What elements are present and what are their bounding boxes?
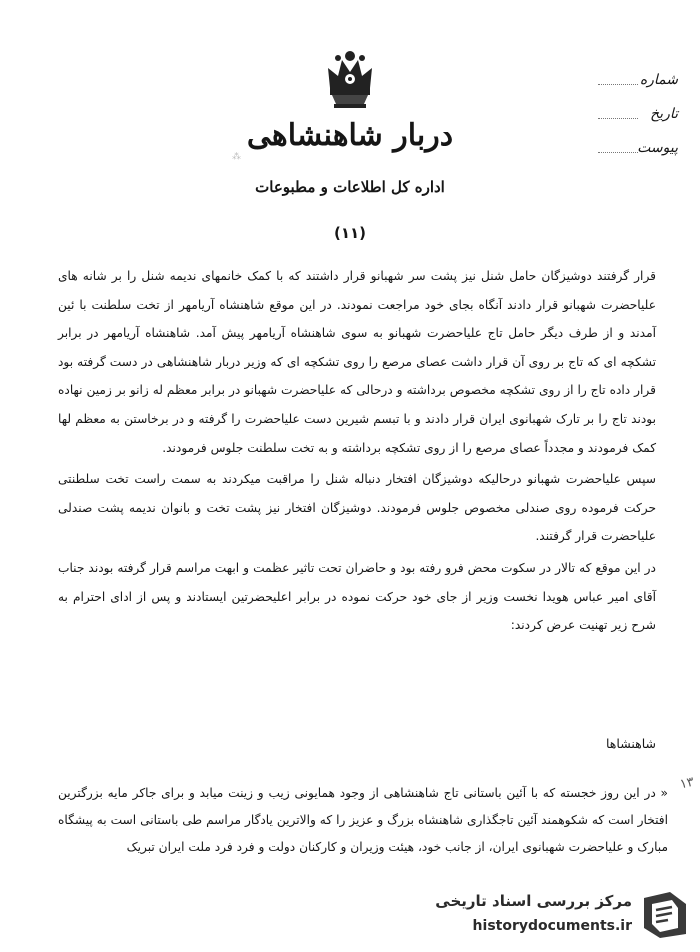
watermark bbox=[400, 888, 692, 944]
faint-stamp-mark: ⁂ bbox=[232, 152, 241, 162]
paragraph-3: در این موقع که تالار در سکوت محض فرو رفته بود و حاضران تحت تاثیر عظمت و ابهت مراسم قرار گرفته بودند جناب آقای امیر عباس هویدا نخست وزیر از جای خود حرکت نموده در برابر اعلیحضرتین ایستادند و پس از ادای احترام به شرح زیر تهنیت عرض کردند: bbox=[58, 560, 656, 633]
paragraph-1: قرار گرفتند دوشیزگان حامل شنل نیز پشت سر شهبانو قرار داشتند که با کمک خانمهای ندیمه شنل را بر شانه های علیاحضرت شهبانو قرار دادند آنگاه بجای خود مراجعت نمودند. در این موقع شاهنشاه آریامهر از تخت سلطنت با ئین آمدند و از طرف دیگر حامل تاج علیاحضرت شهبانو به سوی شاهنشاه آریامهر پیش آمد. شاهنشاه آریامهر در برابر تشکچه ای که تاج بر روی آن قرار داشت عصای مرصع را روی تشکچه ای که وزیر دربار شاهنشاهی در دست گرفته بود قرار داده تاج را از روی تشکچه مخصوص برداشته و درحالی که علیاحضرت شهبانو در برابر معظم له زانو بر زمین نهاده بودند تاج را بر تارک شهبانوی ایران قرار دادند و با تبسم شیرین دست علیاحضرت را گرفته و در برخاستن به معظم لها کمک فرمودند و مجدداً عصای مرصع را از روی تشکچه برداشته و به تخت سلطنت جلوس فرمودند. bbox=[58, 269, 656, 455]
watermark-title: مرکز بررسی اسناد تاریخی bbox=[435, 892, 632, 910]
date-line bbox=[598, 118, 638, 119]
attachment-line bbox=[598, 152, 638, 153]
number-label: شماره bbox=[639, 72, 678, 88]
page-number: (۱۱) bbox=[333, 224, 367, 242]
date-label: تاریخ bbox=[650, 106, 678, 122]
form-labels bbox=[614, 72, 678, 174]
form-row-attachment bbox=[614, 140, 678, 174]
attachment-label: پیوست bbox=[637, 140, 678, 156]
crown-emblem-icon bbox=[322, 46, 378, 110]
address-line: شاهنشاها bbox=[605, 736, 656, 751]
number-line bbox=[598, 84, 638, 85]
form-row-date bbox=[614, 106, 678, 140]
watermark-url: historydocuments.ir bbox=[472, 918, 632, 934]
body-text bbox=[58, 262, 656, 640]
form-row-number bbox=[614, 72, 678, 106]
office-title: اداره کل اطلاعات و مطبوعات bbox=[255, 178, 445, 196]
speech-quote bbox=[58, 780, 668, 861]
court-title: دربار شاهنشاهی bbox=[246, 118, 454, 153]
paragraph-2: سپس علیاحضرت شهبانو درحالیکه دوشیزگان افتخار دنباله شنل را مراقبت میکردند به سمت راست تخت سلطنتی حرکت فرموده روی صندلی مخصوص جلوس فرمودند. دوشیزگان افتخار نیز پشت تخت و بانوان ندیمه پشت صندلی علیاحضرت قرار گرفتند. bbox=[58, 472, 656, 544]
document-archive-icon bbox=[638, 890, 692, 940]
quote-paragraph: « در این روز خجسته که با آئین باستانی تاج شاهنشاهی از وجود همایونی زیب و زینت میابد و برای جاکر مایه بزرگترین افتخار است که شکوهمند آئین تاجگذاری شاهنشاه بزرگ و عزیز را که والاترین یادگار مراسم طی باستانی است به پیشگاه مبارک و علیاحضرت شهبانوی ایران، از جانب خود، هیئت وزیران و کارکنان دولت و فرد فرد ملت ایران تبریک bbox=[58, 786, 668, 854]
handwritten-margin-mark: ۱۳ bbox=[678, 774, 696, 793]
